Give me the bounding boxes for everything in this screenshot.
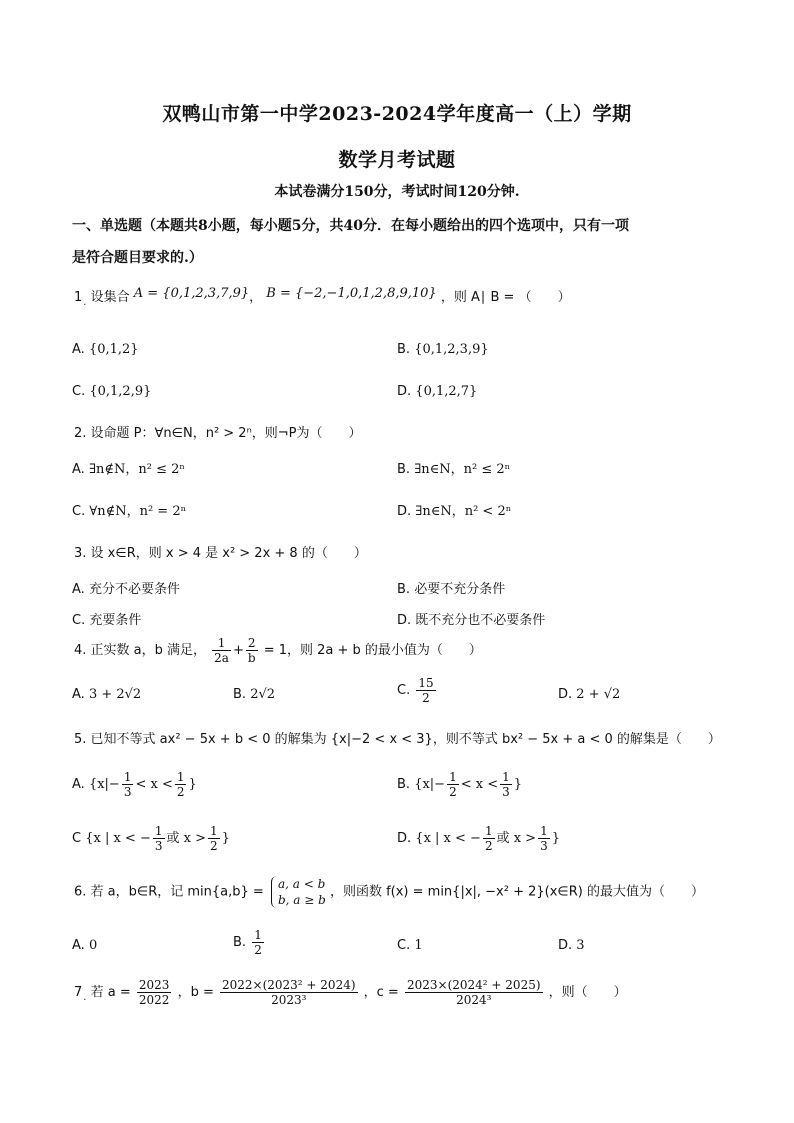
- q2-option-d[interactable]: [397, 500, 511, 519]
- option-label: D.: [397, 831, 412, 846]
- question-5: [74, 728, 721, 747]
- question-text: 已知不等式 ax² − 5x + b < 0 的解集为 {x|−2 < x < 3}，则不等式 bx² − 5x + a < 0 的解集是（ ）: [90, 732, 721, 747]
- question-text: = 1，则 2a + b 的最小值为（ ）: [263, 643, 482, 658]
- option-label: B.: [397, 777, 411, 792]
- option-text: 或 x >: [496, 831, 537, 846]
- fraction-numerator: 1: [176, 770, 185, 784]
- question-text: ，b =: [177, 985, 214, 1000]
- option-label: C: [72, 831, 82, 846]
- option-label: A.: [72, 938, 85, 953]
- fraction-denominator: 2: [176, 785, 185, 799]
- fraction-denominator: 3: [154, 839, 163, 853]
- fraction-denominator: 2: [484, 839, 493, 853]
- question-text: 设集合: [90, 290, 130, 305]
- fraction: [405, 978, 543, 1007]
- option-text: 或 x >: [166, 831, 206, 846]
- question-2: [74, 422, 362, 441]
- fraction-numerator: 1: [449, 770, 457, 784]
- option-text: 充要条件: [89, 613, 142, 628]
- option-label: A.: [72, 582, 85, 597]
- fraction: [246, 636, 258, 665]
- question-text: 若 a =: [90, 985, 131, 1000]
- question-text: 设 x∈R，则 x > 4 是 x² > 2x + 8 的（ ）: [90, 546, 367, 561]
- q6-option-a[interactable]: [72, 938, 97, 953]
- question-number: 4.: [74, 643, 87, 658]
- question-number: 5.: [74, 732, 87, 747]
- question-number: 6.: [74, 884, 87, 900]
- fraction-denominator: 2: [449, 785, 457, 799]
- option-text: {0,1,2,7}: [415, 384, 478, 399]
- question-text: ，则 A∣ B =: [440, 290, 515, 305]
- option-label: B.: [397, 582, 411, 597]
- question-number: 1: [74, 290, 83, 305]
- fraction-numerator: 2022×(2023² + 2024): [221, 978, 356, 992]
- fraction: [538, 824, 550, 853]
- question-number: 3.: [74, 546, 87, 561]
- option-text: {0,1,2,3,9}: [414, 342, 489, 357]
- set-b: B = {−2,−1,0,1,2,8,9,10}: [266, 286, 437, 301]
- q1-option-c[interactable]: [72, 384, 151, 399]
- option-text: < x <: [135, 777, 173, 792]
- option-label: D.: [558, 687, 573, 702]
- option-text: {x|−: [88, 777, 120, 792]
- question-number: 2.: [74, 426, 87, 441]
- option-text: }: [188, 777, 197, 792]
- option-label: D.: [397, 504, 412, 519]
- fraction-numerator: 2: [246, 636, 258, 651]
- q5-option-a[interactable]: [72, 770, 197, 799]
- option-text: 0: [88, 938, 98, 953]
- question-text: ，c =: [363, 985, 399, 1000]
- fraction-numerator: 1: [154, 824, 163, 838]
- case-2: b, a ≥ b: [277, 893, 326, 907]
- q2-option-a[interactable]: [72, 458, 185, 477]
- case-1: a, a < b: [277, 877, 326, 891]
- fraction-denominator: 3: [502, 785, 510, 799]
- exam-instructions: 本试卷满分150分，考试时间120分钟.: [274, 184, 520, 200]
- option-text: }: [513, 777, 523, 792]
- q6-option-d[interactable]: [558, 938, 585, 953]
- fraction: [500, 770, 512, 799]
- option-label: B.: [233, 935, 247, 950]
- question-text: ，则（ ）: [548, 985, 627, 1000]
- fraction-denominator: 3: [123, 785, 132, 799]
- q1-option-d[interactable]: [397, 384, 477, 399]
- option-text: }: [551, 831, 560, 846]
- option-label: C.: [72, 613, 86, 628]
- fraction: [416, 676, 435, 705]
- q6-option-c[interactable]: [397, 938, 423, 953]
- option-text: 充分不必要条件: [88, 582, 180, 597]
- option-label: C.: [72, 384, 86, 399]
- fraction: [447, 770, 459, 799]
- fraction: [220, 978, 358, 1007]
- fraction-numerator: 1: [502, 770, 510, 784]
- option-text: 2√2: [250, 687, 276, 702]
- option-label: B.: [397, 462, 411, 477]
- fraction-denominator: b: [247, 651, 256, 665]
- option-text: 必要不充分条件: [414, 582, 506, 597]
- q4-option-d[interactable]: [558, 687, 620, 702]
- option-label: D.: [397, 613, 412, 628]
- set-a: A = {0,1,2,3,7,9}: [133, 286, 250, 301]
- question-number: 7: [74, 985, 83, 1000]
- option-text: {x | x < −: [415, 831, 481, 846]
- option-text: {0,1,2}: [88, 342, 139, 357]
- option-text: 3 + 2√2: [88, 687, 142, 702]
- option-text: ∃n∈N，n² ≤ 2ⁿ: [414, 462, 511, 477]
- option-label: C.: [397, 683, 411, 698]
- q1-option-b[interactable]: [397, 342, 489, 357]
- option-text: < x <: [460, 777, 499, 792]
- question-text: 设命题 P：∀n∈N，n² > 2ⁿ，则¬P为（ ）: [90, 426, 362, 441]
- option-text: ∀n∉N，n² = 2ⁿ: [89, 504, 187, 519]
- fraction-denominator: 2a: [214, 651, 229, 665]
- q3-option-d[interactable]: [397, 609, 545, 628]
- fraction-denominator: 2022: [138, 993, 170, 1007]
- option-label: D.: [558, 938, 573, 953]
- fraction-denominator: 2: [210, 839, 218, 853]
- fraction-numerator: 15: [418, 676, 434, 690]
- q5-option-c[interactable]: [72, 824, 230, 853]
- question-4: 4. 正实数 a，b 满足， $\frac{1}{2a}$ + $\frac{2}{b}$ = 1，则 2a + b 的最小值为（ ）: [74, 636, 482, 665]
- piecewise-cases: [271, 876, 326, 908]
- fraction-denominator: 2: [254, 943, 262, 957]
- fraction-numerator: 2023×(2024² + 2025): [406, 978, 541, 992]
- option-text: ∃n∈N，n² < 2ⁿ: [415, 504, 512, 519]
- fraction: [137, 978, 172, 1007]
- fraction-numerator: 1: [123, 770, 132, 784]
- option-label: B.: [397, 342, 411, 357]
- option-text: ∃n∉N，n² ≤ 2ⁿ: [88, 462, 185, 477]
- question-text: 若 a，b∈R，记 min{a,b} =: [90, 884, 264, 900]
- q2-option-c[interactable]: [72, 500, 186, 519]
- option-label: C.: [72, 504, 86, 519]
- fraction-numerator: 1: [210, 824, 218, 838]
- fraction-denominator: 3: [540, 839, 548, 853]
- fraction-numerator: 1: [540, 824, 548, 838]
- option-text: }: [221, 831, 230, 846]
- fraction: [208, 824, 220, 853]
- option-label: A.: [72, 462, 85, 477]
- fraction-denominator: 2023³: [271, 993, 307, 1007]
- q3-option-c[interactable]: [72, 609, 141, 628]
- option-label: B.: [233, 687, 247, 702]
- q5-option-b[interactable]: [397, 770, 522, 799]
- fraction: [175, 770, 187, 799]
- option-text: {0,1,2,9}: [89, 384, 152, 399]
- question-3: [74, 542, 367, 561]
- option-label: A.: [72, 687, 85, 702]
- question-6: [74, 876, 704, 908]
- exam-title: 双鸭山市第一中学2023-2024学年度高一（上）学期: [162, 103, 632, 125]
- fraction: [153, 824, 165, 853]
- fraction: [483, 824, 495, 853]
- section-heading-line2: 是符合题目要求的.）: [72, 250, 203, 266]
- section-heading-line1: 一、单选题（本题共8小题，每小题5分，共40分．在每小题给出的四个选项中，只有一项: [72, 218, 629, 234]
- option-text: {x | x < −: [85, 831, 151, 846]
- question-text: ，则函数 f(x) = min{|x|, −x² + 2}(x∈R) 的最大值为（ ）: [329, 884, 704, 900]
- fraction-numerator: 1: [254, 928, 262, 942]
- answer-paren: （ ）: [518, 290, 571, 305]
- option-label: A.: [72, 342, 85, 357]
- q6-option-b[interactable]: [233, 928, 266, 957]
- section-heading: [72, 212, 732, 272]
- fraction-denominator: 2: [422, 691, 430, 705]
- fraction-denominator: 2024³: [456, 993, 492, 1007]
- fraction: [122, 770, 134, 799]
- q3-option-b[interactable]: [397, 578, 505, 597]
- option-label: D.: [397, 384, 412, 399]
- option-text: 既不充分也不必要条件: [415, 613, 546, 628]
- question-7: $7_.$ 若 a = $\frac{2023}{2022}$ ，b = $\frac{\text{2022×(2023² + 2024)}}{\text{2023³}}$ ，c = $\frac{\text{2023×(2024² + 2025)}}{\text{2024³}}$ ，则（ ）: [74, 978, 627, 1007]
- option-text: 1: [414, 938, 423, 953]
- option-text: 2 + √2: [576, 687, 621, 702]
- question-text: 正实数 a，b 满足，: [90, 643, 207, 658]
- q4-option-a[interactable]: [72, 687, 141, 702]
- q4-option-b[interactable]: [233, 687, 275, 702]
- q1-option-a[interactable]: [72, 342, 139, 357]
- option-label: A.: [72, 777, 85, 792]
- fraction: [212, 636, 231, 665]
- question-1: $1_.$ 设集合 A = {0,1,2,3,7,9}， B = {−2,−1,0,1,2,8,9,10} ，则 A∣ B = （ ）: [74, 286, 571, 308]
- exam-subject-title: 数学月考试题: [338, 149, 456, 171]
- option-text: 3: [576, 938, 585, 953]
- option-label: C.: [397, 938, 411, 953]
- fraction-numerator: 1: [212, 636, 231, 651]
- fraction: [252, 928, 264, 957]
- fraction-numerator: 2023: [138, 978, 170, 992]
- q5-option-d[interactable]: [397, 824, 560, 853]
- option-text: {x|−: [414, 777, 446, 792]
- fraction-numerator: 1: [484, 824, 493, 838]
- q3-option-a[interactable]: [72, 578, 180, 597]
- q2-option-b[interactable]: [397, 458, 510, 477]
- q4-option-c[interactable]: [397, 676, 438, 705]
